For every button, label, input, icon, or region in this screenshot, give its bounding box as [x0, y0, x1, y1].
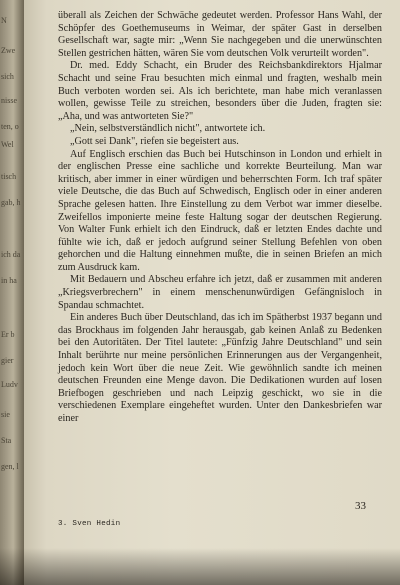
- signature-mark: 3. Sven Hedin: [58, 520, 121, 528]
- prev-page-fragment: sich: [1, 72, 14, 81]
- paragraph: Dr. med. Eddy Schacht, ein Bruder des Reichsbankdirektors Hjalmar Schacht und seine Frau besuchten mich einmal und fragten, weshalb mein Buch verboten worden sei. Als ich berichtete, man habe mich veranlassen wollen, gewisse Teile zu streichen, besonders über die Juden, fragten sie: „Aha, und was antworteten Sie?": [58, 60, 382, 122]
- prev-page-fragment: N: [1, 16, 7, 25]
- previous-page-edge: [0, 0, 24, 585]
- prev-page-fragment: Zwe: [1, 46, 16, 55]
- prev-page-fragment: ich da: [1, 250, 21, 259]
- book-page: [24, 0, 400, 585]
- paragraph: Ein anderes Buch über Deutschland, das ich im Spätherbst 1937 begann und das Brockhaus im folgenden Jahr herausgab, gab keinen Anlaß zu Bedenken bei den Autoritäten. Der Titel lautete: „Fünfzig Jahre Deutschland" und sein Inhalt berührte nur meine persönlichen Erinnerungen aus der Vergangenheit, jedoch kein Wort über die neue Zeit. Wie gewöhnlich sandte ich meinen deutschen Freunden eine Menge davon. Die Dedikationen wurden auf losen Briefbogen geschrieben und nach Leipzig geschickt, wo sie in die verschiedenen Exemplare eingeheftet wurden. Unter den Dankesbriefen war einer: [58, 312, 382, 424]
- prev-page-fragment: sie: [1, 410, 10, 419]
- prev-page-fragment: in ha: [1, 276, 17, 285]
- prev-page-fragment: ten, o: [1, 122, 19, 131]
- paragraph: „Gott sei Dank", riefen sie begeistert aus.: [70, 135, 239, 147]
- prev-page-fragment: Sta: [1, 436, 12, 445]
- prev-page-fragment: nisse: [1, 96, 17, 105]
- prev-page-fragment: Er b: [1, 330, 15, 339]
- prev-page-fragment: Ludv: [1, 380, 18, 389]
- prev-page-fragment: gab, h: [1, 198, 21, 207]
- prev-page-fragment: gier: [1, 356, 14, 365]
- paragraph: Auf Englisch erschien das Buch bei Hutschinson in London und erhielt in der englischen Presse eine sachliche und korrekte Beurteilung. Man war kritisch, aber immer in einer würdigen und beherrschten Form. Ich traf später viele Deutsche, die das Buch auf Schwedisch, Englisch oder in einer anderen Sprache gelesen hatten. Ihre Einstellung zu dem Verbot war immer dieselbe. Zweifellos imponierte meine feste Haltung sogar der deutschen Regierung. Von Walter Funk erhielt ich den Eindruck, daß er letzten Endes dachte und fühlte wie ich, daß er jedoch aufgrund seiner Stellung Befehlen von oben gehorchen und die Haltung einnehmen mußte, die in seinen Briefen an mich zum Ausdruck kam.: [58, 148, 382, 273]
- paragraph: überall als Zeichen der Schwäche gedeutet werden. Professor Hans Wahl, der Schöpfer des Goethemuseums in Weimar, der später Gast in derselben Gesellschaft war, sagte mir: „Wenn Sie nachgegeben und die unerwünschten Stellen gestrichen hätten, wären Sie vom deutschen Volk verurteilt worden".: [58, 10, 382, 59]
- prev-page-fragment: Wel: [1, 140, 14, 149]
- body-text: [58, 10, 382, 426]
- prev-page-fragment: tisch: [1, 172, 17, 181]
- prev-page-fragment: gen, l: [1, 462, 19, 471]
- page-number: 33: [355, 500, 366, 512]
- paragraph: „Nein, selbstverständlich nicht", antwortete ich.: [70, 123, 266, 135]
- paragraph: Mit Bedauern und Abscheu erfahre ich jetzt, daß er zusammen mit anderen „Kriegsverbrechern" in einem menschenunwürdigen Gefängnisloch in Spandau schmachtet.: [58, 274, 382, 311]
